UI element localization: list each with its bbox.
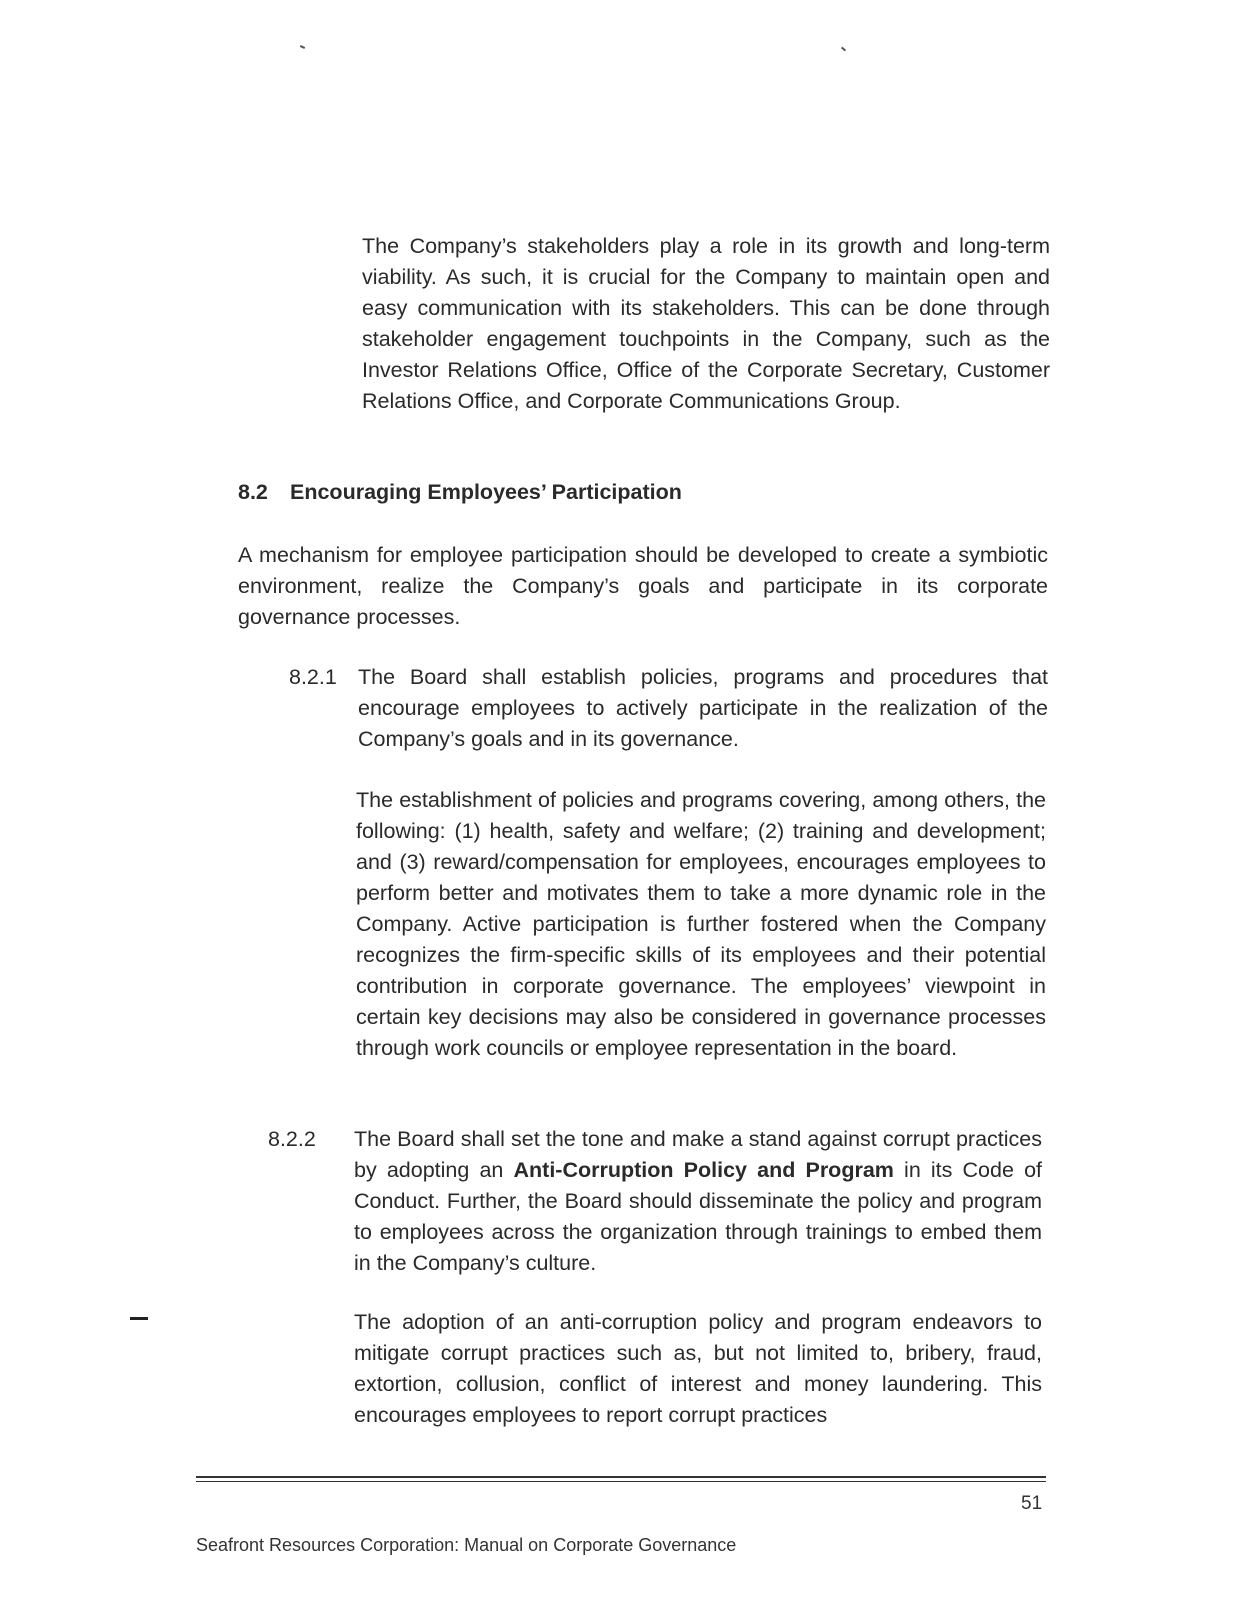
item-text: The Board shall establish policies, programs and procedures that encourage employees to actively participate in the realization of the Company’s goals and in its governance. xyxy=(358,665,1048,751)
footer-rule xyxy=(196,1481,1046,1482)
section-heading xyxy=(238,480,682,505)
scan-mark xyxy=(130,1317,148,1320)
scan-mark xyxy=(300,45,305,49)
item-text xyxy=(354,1124,1042,1279)
intro-paragraph: The Company’s stakeholders play a role in its growth and long-term viability. As such, it is crucial for the Company to maintain open and easy communication with its stakeholders. This can be done through stakeholder engagement touchpoints in the Company, such as the Investor Relations Office, Office of the Corporate Secretary, Customer Relations Office, and Corporate Communications Group. xyxy=(362,234,1050,413)
policy-name: Anti-Corruption Policy and Program xyxy=(513,1158,894,1182)
item-number: 8.2.2 xyxy=(268,1127,316,1151)
section-number: 8.2 xyxy=(238,480,268,504)
scan-mark xyxy=(841,47,846,52)
footer-rule xyxy=(196,1476,1046,1478)
section-lead-paragraph: A mechanism for employee participation should be developed to create a symbiotic environment, realize the Company’s goals and participate in its corporate governance processes. xyxy=(238,543,1048,629)
page-number: 51 xyxy=(1021,1493,1043,1514)
item-text-part: The Board shall set the tone and make a stand against corrupt practices by adopting an xyxy=(354,1127,1042,1182)
item-number: 8.2.1 xyxy=(289,665,337,689)
item-explanation: The adoption of an anti-corruption policy and program endeavors to mitigate corrupt practices such as, but not limited to, bribery, fraud, extortion, collusion, conflict of interest and money laundering. This encourages employees to report corrupt practices xyxy=(354,1310,1042,1427)
footer-title: Seafront Resources Corporation: Manual on Corporate Governance xyxy=(196,1535,737,1555)
section-title: Encouraging Employees’ Participation xyxy=(290,480,682,504)
item-explanation: The establishment of policies and programs covering, among others, the following: (1) health, safety and welfare; (2) training and development; and (3) reward/compensation for employees, encourages employees to perform better and motivates them to take a more dynamic role in the Company. Active participation is further fostered when the Company recognizes the firm-specific skills of its employees and their potential contribution in corporate governance. The employees’ viewpoint in certain key decisions may also be considered in governance processes through work councils or employee representation in the board. xyxy=(356,788,1046,1060)
item-text-part: in its Code of Conduct. Further, the Board should disseminate the policy and program to employees across the organization through trainings to embed them in the Company’s culture. xyxy=(354,1158,1042,1275)
